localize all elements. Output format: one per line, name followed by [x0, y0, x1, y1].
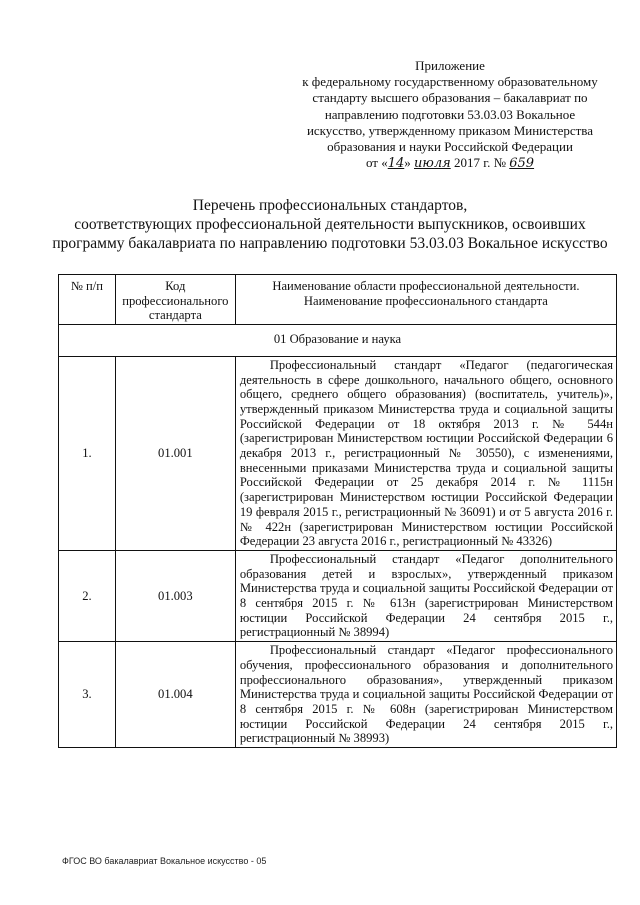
appendix-line: искусство, утвержденному приказом Министерства	[306, 122, 594, 138]
order-date-line	[300, 155, 600, 172]
date-prefix: от «	[365, 155, 388, 171]
row-text	[235, 550, 616, 641]
header-code: Код профессионального стандарта	[115, 275, 235, 325]
title-line-1: Перечень профессиональных стандартов,	[192, 197, 468, 214]
appendix-line: направлению подготовки 53.03.03 Вокальное	[324, 106, 576, 122]
header-name: Наименование области профессиональной деятельности. Наименование профессионального стандарта	[235, 275, 616, 325]
document-title	[40, 196, 620, 253]
row-num: 3.	[59, 642, 116, 748]
section-title: 01 Образование и наука	[59, 325, 617, 357]
table-header-row	[59, 275, 617, 325]
handwritten-order-number: 659	[509, 156, 535, 172]
title-line-3: программу бакалавриата по направлению подготовки 53.03.03 Вокальное искусство	[52, 235, 608, 252]
row-text	[235, 356, 616, 550]
row-text-paragraph: Профессиональный стандарт «Педагог дополнительного образования детей и взрослых», утвержденный приказом Министерства труда и социальной защиты Российской Федерации от 8 сентября 2015 г. № 613н (зарегистрирован Министерством юстиции Российской Федерации 24 сентября 2015 г., регистрационный № 38994)	[239, 551, 613, 640]
row-text	[235, 642, 616, 748]
appendix-line: стандарту высшего образования – бакалавриат по	[312, 90, 588, 106]
row-text-paragraph: Профессиональный стандарт «Педагог (педагогическая деятельность в сфере дошкольного, начального общего, основного общего, среднего общего образования) (воспитатель, учитель)», утвержденный приказом Министерства труда и социальной защиты Российской Федерации от 18 октября 2013 г. № 544н (зарегистрирован Министерством юстиции Российской Федерации 6 декабря 2013 г., регистрационный № 30550), с изменениями, внесенными приказами Министерства труда и социальной защиты Российской Федерации от 25 декабря 2014 г. № 1115н (зарегистрирован Министерством юстиции Российской Федерации 19 февраля 2015 г., регистрационный № 36091) и от 5 августа 2016 г. № 422н (зарегистрирован Министерством юстиции Российской Федерации 23 августа 2016 г., регистрационный № 43326)	[239, 357, 613, 549]
standards-table	[58, 274, 617, 748]
date-mid: »	[404, 155, 411, 171]
handwritten-month: июля	[414, 156, 451, 172]
header-num: № п/п	[59, 275, 116, 325]
table-row	[59, 642, 617, 748]
title-line-2: соответствующих профессиональной деятельности выпускников, освоивших	[74, 216, 586, 233]
appendix-block	[300, 58, 600, 172]
row-code: 01.001	[115, 356, 235, 550]
page-footer: ФГОС ВО бакалавриат Вокальное искусство - 05	[62, 856, 267, 866]
section-row	[59, 325, 617, 357]
year-text: 2017 г. №	[453, 155, 506, 171]
handwritten-day: 14	[387, 156, 405, 172]
row-text-paragraph: Профессиональный стандарт «Педагог профессионального обучения, профессионального образования и дополнительного профессионального образования», утвержденный приказом Министерства труда и социальной защиты Российской Федерации от 8 сентября 2015 г. № 608н (зарегистрирован Министерством юстиции Российской Федерации 24 сентября 2015 г., регистрационный № 38993)	[239, 643, 613, 746]
appendix-line: Приложение	[415, 58, 485, 73]
table-row	[59, 550, 617, 641]
appendix-line: к федеральному государственному образовательному	[302, 74, 598, 90]
row-code: 01.003	[115, 550, 235, 641]
row-num: 2.	[59, 550, 116, 641]
row-code: 01.004	[115, 642, 235, 748]
appendix-line: образования и науки Российской Федерации	[327, 139, 573, 155]
table-row	[59, 356, 617, 550]
row-num: 1.	[59, 356, 116, 550]
